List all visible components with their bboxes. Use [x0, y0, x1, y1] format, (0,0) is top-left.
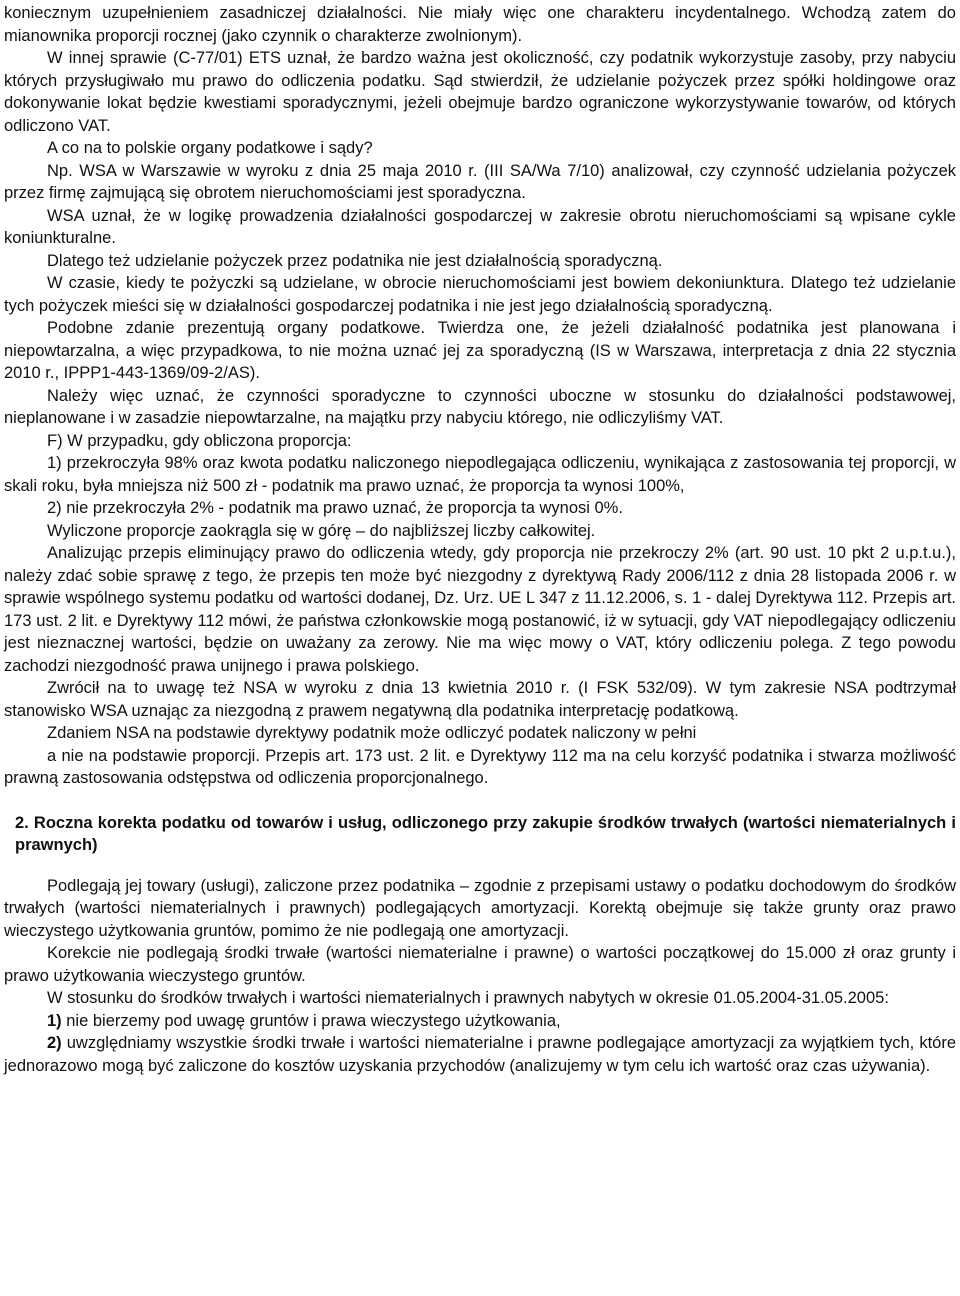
paragraph: W stosunku do środków trwałych i wartości niematerialnych i prawnych nabytych w okresie 01.05.2004-31.05.2005:: [47, 989, 889, 1007]
paragraph: Zdaniem NSA na podstawie dyrektywy podatnik może odliczyć podatek naliczony w pełni: [47, 724, 697, 742]
section-spacer: [4, 790, 956, 812]
list-item: [4, 1010, 956, 1033]
list-item-text: uwzględniamy wszystkie środki trwałe i wartości niematerialne i prawne podlegające amortyzacji za wyjątkiem tych, które jednorazowo mogą być zaliczone do kosztów uzyskania przychodów (analizujemy w tym celu ich wartość oraz czas używania).: [4, 1034, 956, 1075]
paragraph: WSA uznał, że w logikę prowadzenia działalności gospodarczej w zakresie obrotu nieruchomościami są wpisane cykle koniunkturalne.: [4, 206, 956, 247]
list-item-marker: 1): [47, 1011, 62, 1030]
heading-spacer: [4, 857, 956, 875]
paragraph: W innej sprawie (C-77/01) ETS uznał, że bardzo ważna jest okoliczność, czy podatnik wykorzystuje zasoby, przy nabyciu których przysługiwało mu prawo do odliczenia podatku. Sąd stwierdził, że udzielanie pożyczek przez spółki holdingowe oraz dokonywanie lokat będzie kwestiami sporadycznymi, jeżeli obejmuje bardzo ograniczone wykorzystywanie towarów, od których odliczono VAT.: [4, 49, 956, 135]
paragraph: W czasie, kiedy te pożyczki są udzielane, w obrocie nieruchomościami jest bowiem dekoniunktura. Dlatego też udzielanie tych pożyczek mieści się w działalności gospodarczej podatnika i nie jest jego działalnością sporadyczną.: [4, 274, 956, 315]
paragraph: Podobne zdanie prezentują organy podatkowe. Twierdza one, że jeżeli działalność podatnika jest planowana i niepowtarzalna, a więc przypadkowa, to nie można uznać jej za sporadyczną (IS w Warszawa, interpretacja z dnia 22 stycznia 2010 r., IPPP1-443-1369/09-2/AS).: [4, 319, 956, 382]
paragraph: a nie na podstawie proporcji. Przepis art. 173 ust. 2 lit. e Dyrektywy 112 ma na celu korzyść podatnika i stwarza możliwość prawną zastosowania odstępstwa od odliczenia proporcjonalnego.: [4, 746, 956, 787]
list-item-marker: 2): [47, 1034, 62, 1052]
paragraph: 1) przekroczyła 98% oraz kwota podatku naliczonego niepodlegająca odliczeniu, wynikająca z zastosowania tej proporcji, w skali roku, była mniejsza niż 500 zł - podatnik ma prawo uznać, że proporcja ta wynosi 100%,: [4, 454, 956, 495]
paragraph: Np. WSA w Warszawie w wyroku z dnia 25 maja 2010 r. (III SA/Wa 7/10) analizował, czy czynność udzielania pożyczek przez firmę zajmującą się obrotem nieruchomościami jest sporadyczna.: [4, 161, 956, 202]
paragraph: Zwrócił na to uwagę też NSA w wyroku z dnia 13 kwietnia 2010 r. (I FSK 532/09). W tym zakresie NSA podtrzymał stanowisko WSA uznając za niezgodną z prawem negatywną dla podatnika interpretację podatkową.: [4, 679, 956, 720]
paragraph: Podlegają jej towary (usługi), zaliczone przez podatnika – zgodnie z przepisami ustawy o podatku dochodowym do środków trwałych (wartości niematerialnych i prawnych) podlegających amortyzacji. Korektą obejmuje się także grunty oraz prawo wieczystego użytkowania gruntów, pomimo że nie podlegają one amortyzacji.: [4, 876, 956, 940]
paragraph: 2) nie przekroczyła 2% - podatnik ma prawo uznać, że proporcja ta wynosi 0%.: [47, 499, 623, 517]
paragraph: Należy więc uznać, że czynności sporadyczne to czynności uboczne w stosunku do działalności podstawowej, nieplanowane i w zasadzie niepowtarzalne, na majątku przy nabyciu którego, nie odliczyliśmy VAT.: [4, 386, 956, 427]
paragraph: Analizując przepis eliminujący prawo do odliczenia wtedy, gdy proporcja nie przekroczy 2% (art. 90 ust. 10 pkt 2 u.p.t.u.), należy zdać sobie sprawę z tego, że przepis ten może być niezgodny z dyrektywą Rady 2006/112 z dnia 28 listopada 2006 r. w sprawie wspólnego systemu podatku od wartości dodanej, Dz. Urz. UE L 347 z 11.12.2006, s. 1 - dalej Dyrektywa 112. Przepis art. 173 ust. 2 lit. e Dyrektywy 112 mówi, że państwa członkowskie mogą postanowić, iż w sytuacji, gdy VAT niepodlegający odliczeniu jest nieznacznej wartości, będzie on uważany za zerowy. Nie ma więc mowy o VAT, który odliczeniu polega. Z tego powodu zachodzi niezgodność prawa unijnego i prawa polskiego.: [4, 544, 956, 675]
document-body-bottom: [4, 875, 956, 1010]
paragraph: Korekcie nie podlegają środki trwałe (wartości niematerialne i prawne) o wartości początkowej do 15.000 zł oraz grunty i prawo użytkowania wieczystego gruntów.: [4, 944, 956, 985]
paragraph: Dlatego też udzielanie pożyczek przez podatnika nie jest działalnością sporadyczną.: [47, 251, 663, 270]
paragraph: koniecznym uzupełnieniem zasadniczej działalności. Nie miały więc one charakteru incydentalnego. Wchodzą zatem do mianownika proporcji rocznej (jako czynnik o charakterze zwolnionym).: [4, 4, 956, 45]
document-list: [4, 1010, 956, 1078]
paragraph: Wyliczone proporcje zaokrągla się w górę – do najbliższej liczby całkowitej.: [47, 521, 596, 540]
document-body-top: [4, 2, 956, 790]
list-item: [4, 1032, 956, 1077]
list-item-text: nie bierzemy pod uwagę gruntów i prawa wieczystego użytkowania,: [61, 1011, 561, 1030]
section-heading: 2. Roczna korekta podatku od towarów i usług, odliczonego przy zakupie środków trwałych (wartości niematerialnych i prawnych): [15, 813, 956, 854]
paragraph: F) W przypadku, gdy obliczona proporcja:: [47, 431, 352, 450]
paragraph: A co na to polskie organy podatkowe i sądy?: [47, 139, 373, 157]
